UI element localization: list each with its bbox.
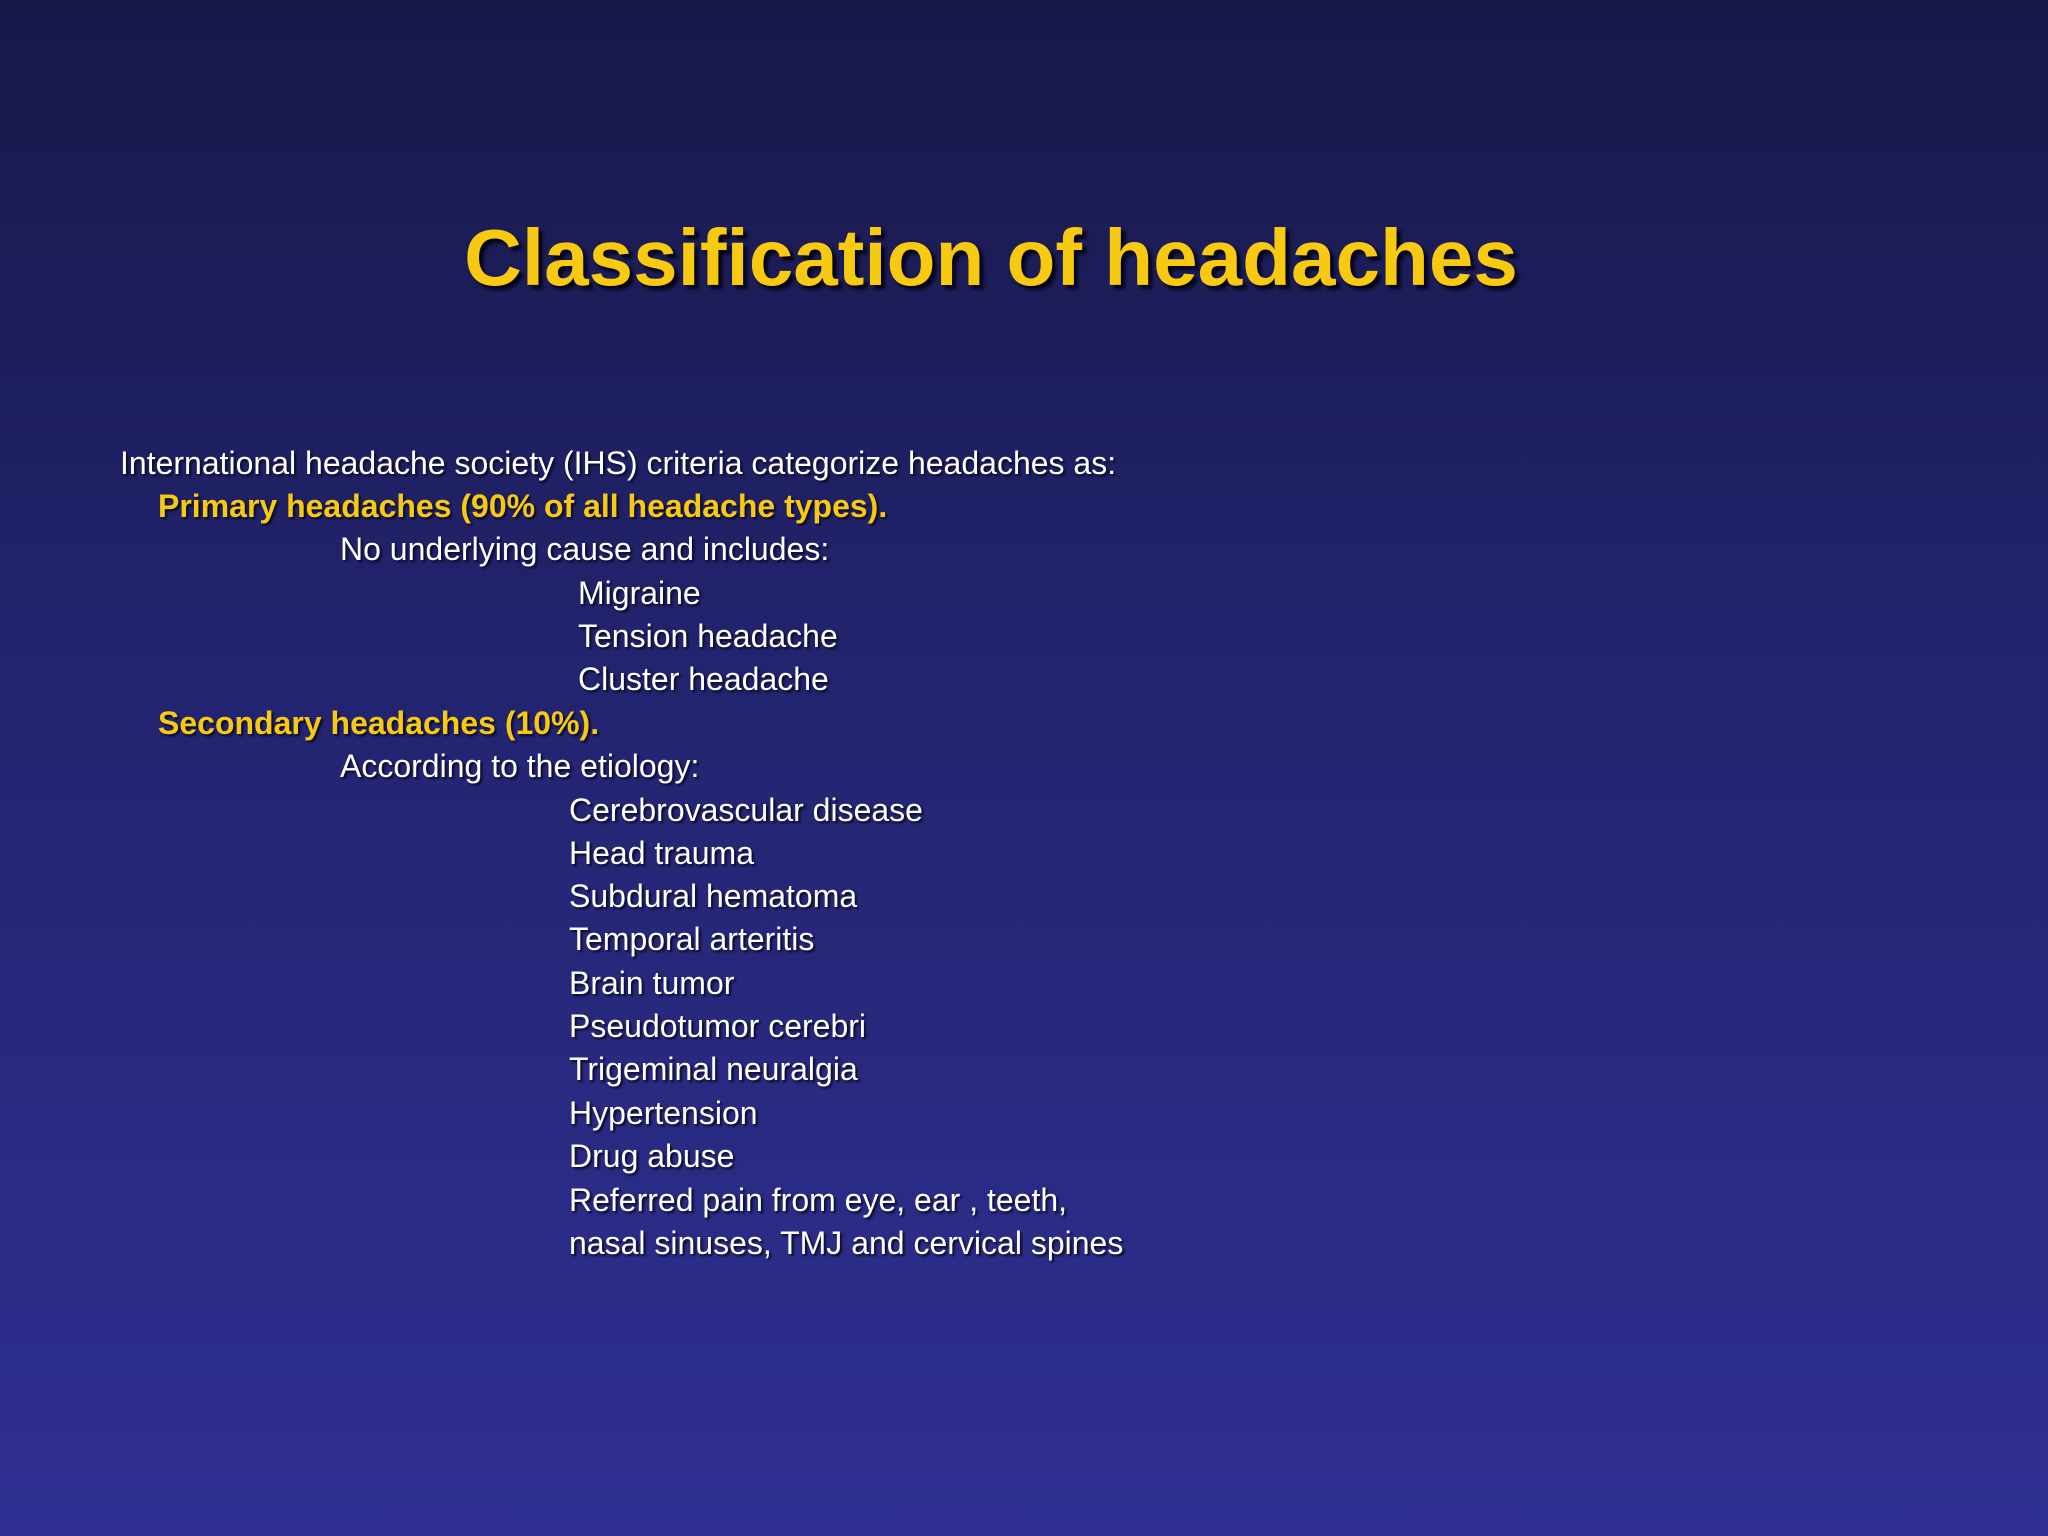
secondary-item: Brain tumor (569, 965, 735, 1001)
secondary-item: nasal sinuses, TMJ and cervical spines (569, 1225, 1124, 1261)
intro-text: International headache society (IHS) criteria categorize headaches as: (120, 445, 1117, 481)
secondary-item: Hypertension (569, 1095, 758, 1131)
secondary-item: Temporal arteritis (569, 921, 815, 957)
primary-item-migraine: Migraine (578, 575, 701, 611)
secondary-item: Drug abuse (569, 1138, 735, 1174)
primary-subheading: No underlying cause and includes: (340, 531, 830, 567)
secondary-item: Referred pain from eye, ear , teeth, (569, 1182, 1068, 1218)
secondary-item: Head trauma (569, 835, 754, 871)
primary-item-cluster: Cluster headache (578, 661, 829, 697)
secondary-item: Cerebrovascular disease (569, 792, 923, 828)
secondary-item: Pseudotumor cerebri (569, 1008, 867, 1044)
primary-item-tension: Tension headache (578, 618, 838, 654)
secondary-heading: Secondary headaches (10%). (158, 705, 600, 741)
slide-title: Classification of headaches (464, 213, 1518, 302)
primary-heading: Primary headaches (90% of all headache types). (158, 488, 888, 524)
secondary-item: Subdural hematoma (569, 878, 858, 914)
secondary-subheading: According to the etiology: (340, 748, 700, 784)
secondary-item: Trigeminal neuralgia (569, 1051, 858, 1087)
